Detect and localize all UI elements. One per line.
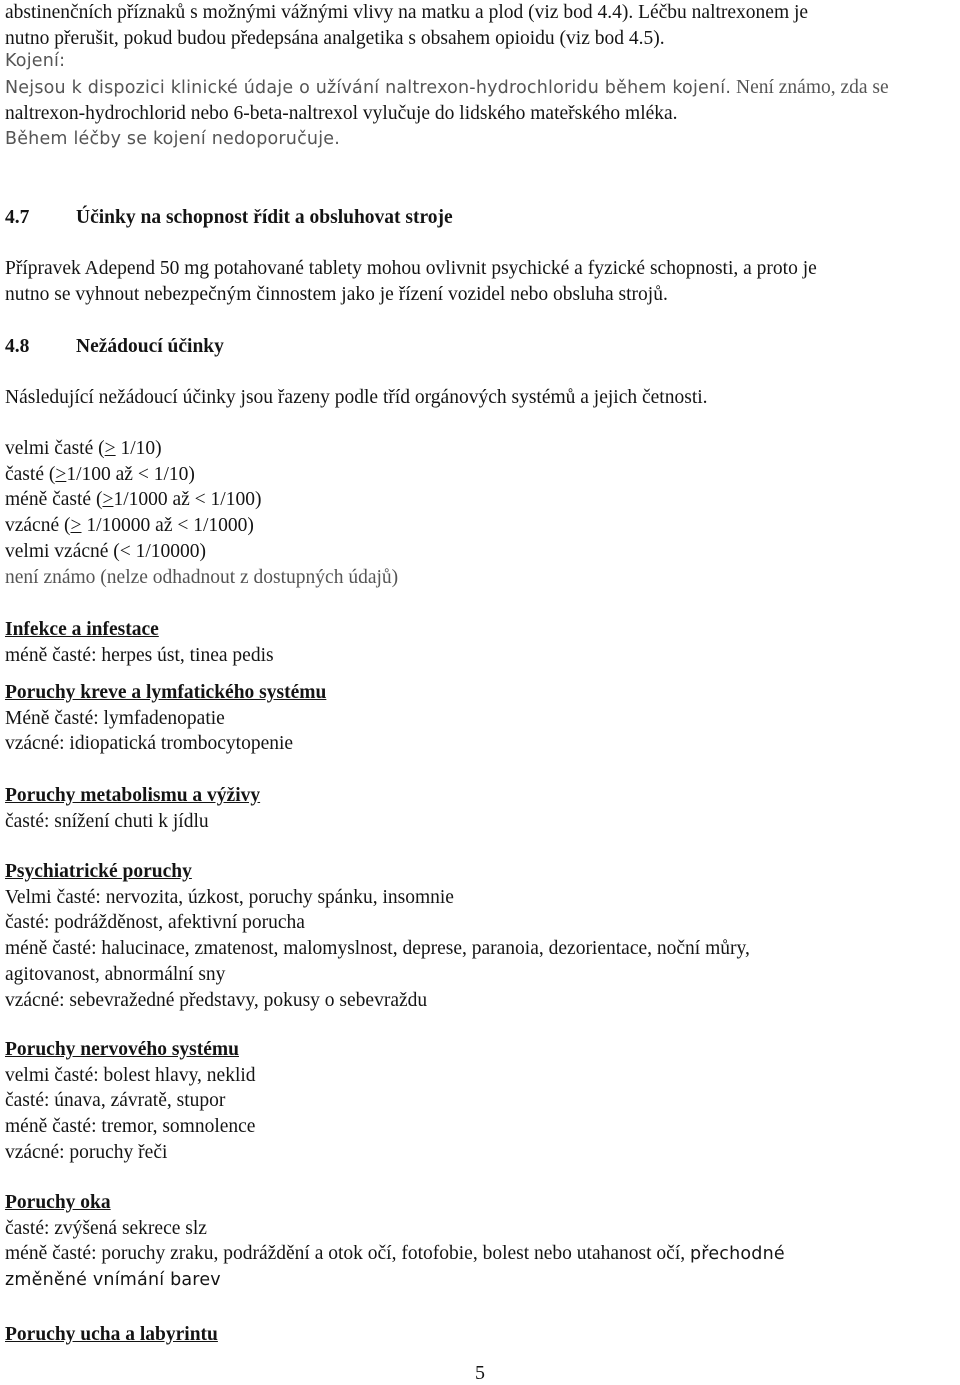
section-4-8-heading (5, 334, 955, 360)
category-line: méně časté: tremor, somnolence (5, 1116, 256, 1138)
category-title: Poruchy oka (5, 1192, 111, 1213)
category-title: Poruchy metabolismu a výživy (5, 785, 261, 806)
category-line: časté: podrážděnost, afektivní porucha (5, 912, 305, 934)
category-line: vzácné: idiopatická trombocytopenie (5, 733, 294, 755)
category-eye (5, 1190, 955, 1294)
lactation-line-2: naltrexon-hydrochlorid nebo 6-beta-naltrexol vylučuje do lidského mateřského mléka. (5, 103, 678, 125)
category-line: méně časté: poruchy zraku, podráždění a otok očí, fotofobie, bolest nebo utahanost očí, přechodné (5, 1243, 785, 1265)
frequency-very-common: velmi časté (> 1/10) (5, 438, 162, 459)
category-line: vzácné: sebevražedné představy, pokusy o sebevraždu (5, 989, 428, 1011)
section-4-7-text (5, 256, 955, 307)
category-line: časté: únava, závratě, stupor (5, 1090, 226, 1112)
category-line: Velmi časté: nervozita, úzkost, poruchy spánku, insomnie (5, 886, 454, 908)
frequency-rare: vzácné (> 1/10000 až < 1/1000) (5, 515, 254, 537)
lactation-section (5, 49, 955, 153)
section-4-7-line-1: Přípravek Adepend 50 mg potahované tablety mohou ovlivnit psychické a fyzické schopnosti, a proto je (5, 258, 817, 279)
lactation-line-1a: Nejsou k dispozici klinické údaje o užívání naltrexon-hydrochloridu během kojení. (5, 77, 732, 98)
category-line: méně časté: halucinace, zmatenost, malomyslnost, deprese, paranoia, dezorientace, noční můry, (5, 938, 750, 960)
section-4-7-line-2: nutno se vyhnout nebezpečným činnostem jako je řízení vozidel nebo obsluha strojů. (5, 283, 668, 305)
category-ear (5, 1322, 955, 1348)
category-line: méně časté: herpes úst, tinea pedis (5, 644, 274, 666)
category-infections (5, 617, 955, 668)
section-number: 4.8 (5, 336, 30, 357)
category-metabolism (5, 783, 955, 834)
intro-line-1: abstinenčních příznaků s možnými vážnými vlivy na matku a plod (viz bod 4.4). Léčbu naltrexonem je (5, 2, 809, 23)
page-number: 5 (475, 1362, 485, 1384)
category-title: Poruchy ucha a labyrintu (5, 1324, 218, 1345)
frequency-common: časté (>1/100 až < 1/10) (5, 463, 195, 485)
lactation-line-1b: Není známo, zda se (731, 76, 889, 98)
category-line: Méně časté: lymfadenopatie (5, 707, 225, 729)
intro-line-2: nutno přerušit, pokud budou předepsána analgetika s obsahem opioidu (viz bod 4.5). (5, 27, 665, 49)
lactation-title: Kojení: (5, 51, 66, 71)
category-line: změněné vnímání barev (5, 1270, 221, 1291)
frequency-uncommon: méně časté (>1/1000 až < 1/100) (5, 489, 262, 511)
category-title: Poruchy nervového systému (5, 1039, 239, 1060)
lactation-line-1 (5, 75, 955, 102)
category-line: časté: snížení chuti k jídlu (5, 810, 209, 832)
section-4-8-intro: Následující nežádoucí účinky jsou řazeny podle tříd orgánových systémů a jejich četnosti. (5, 387, 708, 408)
category-blood (5, 680, 955, 757)
section-title: Nežádoucí účinky (76, 336, 224, 357)
category-nervous (5, 1037, 955, 1166)
category-line: agitovanost, abnormální sny (5, 963, 226, 985)
category-title: Infekce a infestace (5, 619, 159, 640)
category-title: Poruchy kreve a lymfatického systému (5, 682, 327, 703)
frequency-very-rare: velmi vzácné (< 1/10000) (5, 540, 207, 562)
intro-paragraph (5, 0, 955, 51)
category-line: velmi časté: bolest hlavy, neklid (5, 1064, 256, 1086)
category-line: časté: zvýšená sekrece slz (5, 1217, 207, 1239)
category-psychiatric (5, 859, 955, 1013)
section-4-7-heading (5, 205, 955, 231)
section-title: Účinky na schopnost řídit a obsluhovat stroje (76, 207, 453, 228)
category-line: vzácné: poruchy řeči (5, 1141, 168, 1163)
category-title: Psychiatrické poruchy (5, 861, 192, 882)
frequency-legend (5, 436, 955, 590)
lactation-line-3: Během léčby se kojení nedoporučuje. (5, 129, 341, 150)
section-number: 4.7 (5, 207, 30, 228)
frequency-not-known: není známo (nelze odhadnout z dostupných údajů) (5, 566, 399, 588)
